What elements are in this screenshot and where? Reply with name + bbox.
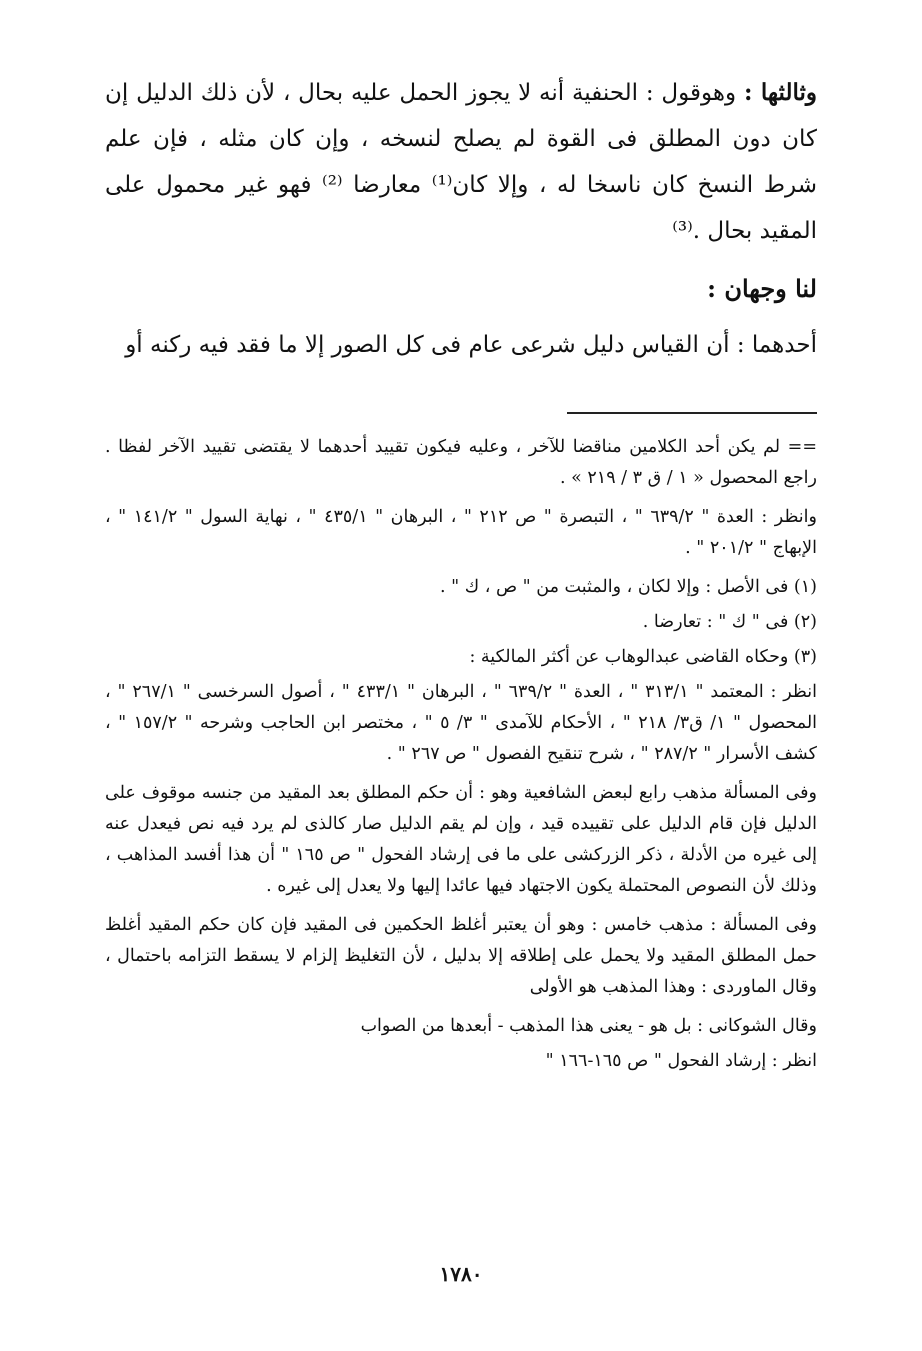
paragraph-body: أن القياس دليل شرعى عام فى كل الصور إلا ما فقد فيه ركنه أو (125, 332, 730, 358)
footnote-1: (١) فى الأصل : وإلا لكان ، والمثبت من " ص ، ك " . (440, 577, 817, 597)
footnote-3: (٣) وحكاه القاضى عبدالوهاب عن أكثر المالكية : (469, 647, 817, 667)
footnote-3-fourth-opinion: وفى المسألة مذهب رابع لبعض الشافعية وهو : أن حكم المطلق بعد المقيد من جنسه موقوف على الدليل فإن قام الدليل على تقييده قيد ، وإن لم يقم الدليل صار كالذى لم يرد فيه نص فيعدل عنه إلى غيره من الأدلة ، ذكر الزركشى على ما فى إرشاد الفحول " ص ١٦٥ " أن هذا أفسد المذاهب ، وذلك لأن النصوص المحتملة يكون الاجتهاد فيها عائدا إليها ولا يعدل إلى غيره . (105, 783, 817, 896)
main-paragraph-1 (105, 70, 817, 254)
paragraph-lead-word: وثالثها : (743, 79, 817, 106)
footnote-continuation: == لم يكن أحد الكلامين مناقضا للآخر ، وعليه فيكون تقييد أحدهما لا يقتضى تقييد الآخر لفظا . راجع المحصول « ١ / ق ٣ / ٢١٩ » . (105, 437, 817, 488)
main-paragraph-2 (105, 322, 817, 368)
footnote-3-references: انظر : المعتمد " ٣١٣/١ " ، العدة " ٦٣٩/٢ " ، البرهان " ٤٣٣/١ " ، أصول السرخسى " ٢٦٧/١ " ، المحصول " ١/ ق٣/ ٢١٨ " ، الأحكام للآمدى " ٣/ ٥ " ، مختصر ابن الحاجب وشرحه " ١٥٧/٢ " ، كشف الأسرار " ٢٨٧/٢ " ، شرح تنقيح الفصول " ص ٢٦٧ " . (105, 682, 818, 764)
main-text (105, 70, 817, 254)
footnotes (105, 432, 817, 1077)
section-heading: لنا وجهان : (707, 274, 817, 303)
footnote-3-final-reference: انظر : إرشاد الفحول " ص ١٦٥-١٦٦ " (545, 1051, 817, 1071)
paragraph-body: وهوقول : الحنفية أنه لا يجوز الحمل عليه بحال ، لأن ذلك الدليل إن كان دون المطلق فى القوة لم يصلح لنسخه ، وإن كان مثله ، فإن علم شرط النسخ كان ناسخا له ، وإلا كان⁽¹⁾ معارضا ⁽²⁾ فهو غير محمول على المقيد بحال .⁽³⁾ (105, 80, 817, 244)
footnote-3-shawkani: وقال الشوكانى : بل هو - يعنى هذا المذهب - أبعدها من الصواب (360, 1016, 817, 1036)
footnote-3-fifth-opinion: وفى المسألة : مذهب خامس : وهو أن يعتبر أغلظ الحكمين فى المقيد فإن كان حكم المقيد أغلظ حمل المطلق المقيد ولا يحمل على إطلاقه إلا بدليل ، لأن التغليظ إلزام لا يسقط التزامه باحتمال ، وقال الماوردى : وهذا المذهب هو الأولى (105, 915, 817, 997)
footnote-references: وانظر : العدة " ٦٣٩/٢ " ، التبصرة " ص ٢١٢ " ، البرهان " ٤٣٥/١ " ، نهاية السول " ١٤١/٢ " ، الإبهاج " ٢٠١/٢ " . (105, 507, 817, 558)
footnote-separator (567, 412, 817, 414)
paragraph-lead-word: أحدهما : (736, 332, 817, 358)
footnote-2: (٢) فى " ك " : تعارضا . (642, 612, 817, 632)
page-number: ١٧٨٠ (439, 1262, 483, 1286)
